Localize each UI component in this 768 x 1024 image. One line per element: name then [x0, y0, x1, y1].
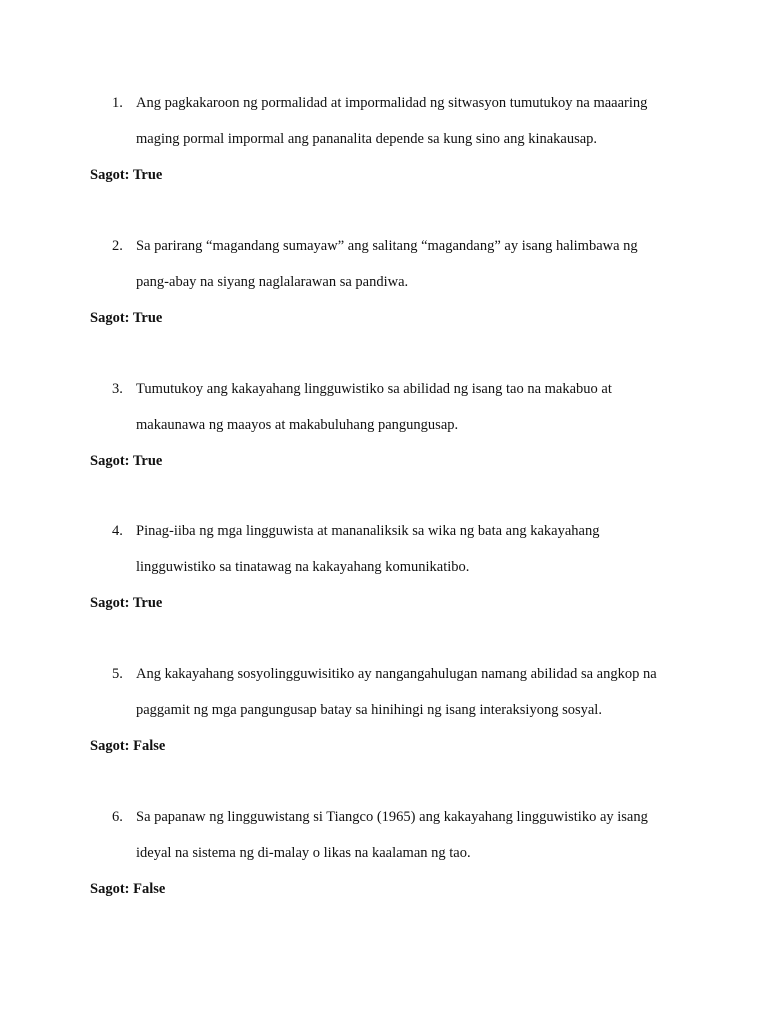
question-number: 5.: [112, 666, 123, 682]
answer-label: Sagot: False: [90, 881, 166, 897]
question-number: 4.: [112, 523, 123, 539]
question-text-line-1: Sa papanaw ng lingguwistang si Tiangco (1965) ang kakayahang lingguwistiko ay isang: [136, 809, 648, 825]
answer-label: Sagot: True: [90, 310, 163, 326]
answer-label: Sagot: True: [90, 453, 163, 469]
answer-label: Sagot: True: [90, 167, 163, 183]
question-text-line-1: Ang kakayahang sosyolingguwisitiko ay nangangahulugan namang abilidad sa angkop na: [136, 666, 657, 682]
question-text-line-1: Pinag-iiba ng mga lingguwista at mananaliksik sa wika ng bata ang kakayahang: [136, 523, 600, 539]
question-number: 2.: [112, 238, 123, 254]
question-number: 3.: [112, 381, 123, 397]
question-text-line-1: Tumutukoy ang kakayahang lingguwistiko sa abilidad ng isang tao na makabuo at: [136, 381, 612, 397]
question-number: 1.: [112, 95, 123, 111]
question-text-line-1: Ang pagkakaroon ng pormalidad at impormalidad ng sitwasyon tumutukoy na maaaring: [136, 95, 648, 111]
question-text-line-2: maging pormal impormal ang pananalita depende sa kung sino ang kinakausap.: [136, 131, 598, 147]
question-text-line-2: paggamit ng mga pangungusap batay sa hinihingi ng isang interaksiyong sosyal.: [136, 702, 602, 718]
question-text-line-2: pang-abay na siyang naglalarawan sa pandiwa.: [136, 274, 409, 290]
question-number: 6.: [112, 809, 123, 825]
question-text-line-2: ideyal na sistema ng di-malay o likas na kaalaman ng tao.: [136, 845, 471, 861]
question-text-line-2: makaunawa ng maayos at makabuluhang pangungusap.: [136, 417, 459, 433]
answer-label: Sagot: True: [90, 595, 163, 611]
answer-label: Sagot: False: [90, 738, 166, 754]
question-text-line-1: Sa parirang “magandang sumayaw” ang salitang “magandang” ay isang halimbawa ng: [136, 238, 638, 254]
question-text-line-2: lingguwistiko sa tinatawag na kakayahang komunikatibo.: [136, 559, 470, 575]
